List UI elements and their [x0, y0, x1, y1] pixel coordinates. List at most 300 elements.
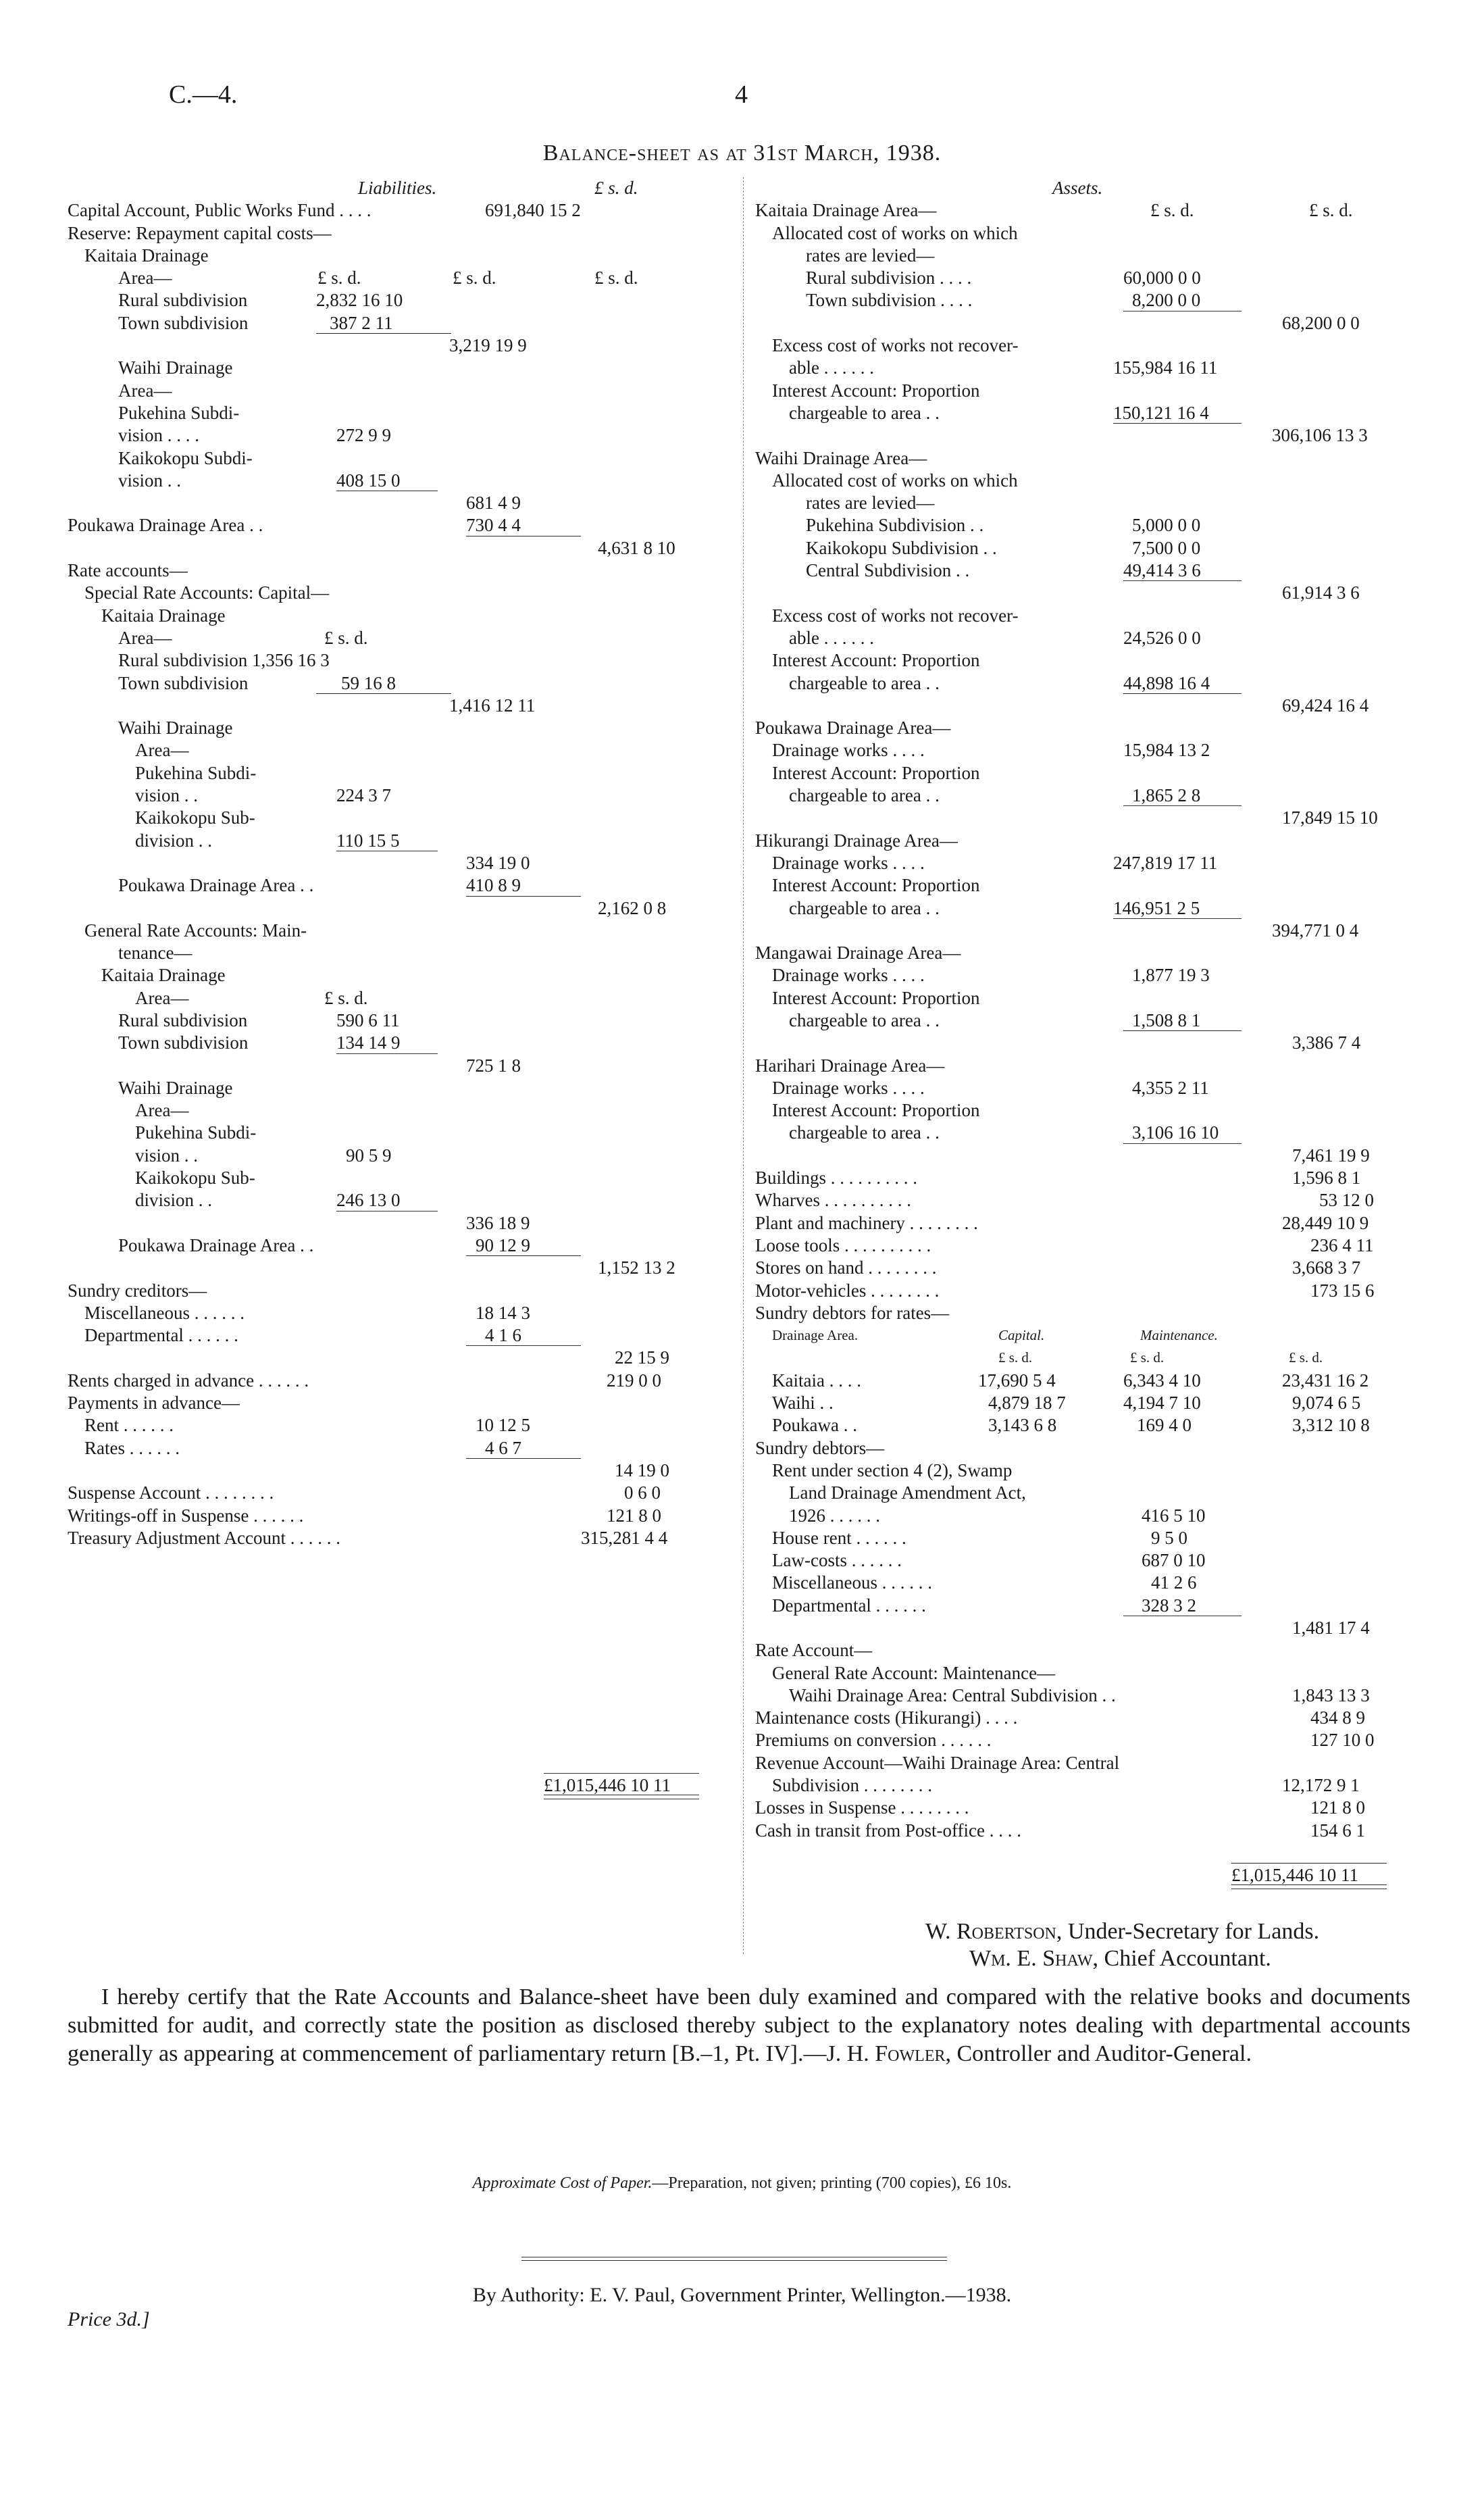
liabilities-line: [68, 874, 730, 897]
liabilities-cell: 387 2 11: [330, 312, 393, 333]
assets-line: [755, 649, 1431, 672]
assets-line: [755, 1639, 1431, 1662]
assets-cell: Interest Account: Proportion: [772, 875, 980, 896]
assets-cell: Kaitaia Drainage Area—: [755, 200, 937, 221]
assets-line: [755, 1055, 1431, 1077]
liabilities-cell: £ s. d.: [317, 268, 361, 289]
liabilities-line: [68, 1324, 730, 1347]
assets-line: [755, 312, 1431, 334]
liabilities-line: [68, 312, 730, 334]
assets-cell: House rent . . . . . .: [772, 1527, 906, 1548]
liabilities-line: [68, 784, 730, 807]
liabilities-cell: 134 14 9: [336, 1032, 401, 1053]
assets-cell: Interest Account: Proportion: [772, 650, 980, 671]
assets-line: [755, 1347, 1431, 1369]
assets-cell: 23,431 16 2: [1282, 1370, 1369, 1391]
assets-cell: 236 4 11: [1310, 1234, 1374, 1255]
liabilities-cell: vision . . . .: [118, 425, 200, 446]
liabilities-cell: Town subdivision: [118, 672, 249, 693]
liabilities-cell: Kaitaia Drainage: [84, 245, 209, 266]
liabilities-cell: 691,840 15 2: [485, 200, 581, 221]
assets-cell: 4,355 2 11: [1132, 1077, 1209, 1098]
liabilities-cell: General Rate Accounts: Main-: [84, 920, 307, 941]
assets-cell: 7,500 0 0: [1132, 537, 1201, 558]
liabilities-cell: Area—: [135, 1100, 189, 1121]
liabilities-cell: Rents charged in advance . . . . . .: [68, 1370, 309, 1391]
assets-cell: 68,200 0 0: [1282, 312, 1360, 333]
liabilities-cell: 1,416 12 11: [449, 695, 536, 716]
liabilities-cell: £1,015,446 10 11: [544, 1775, 671, 1796]
assets-line: [755, 1482, 1431, 1504]
liabilities-line: [68, 1774, 730, 1797]
assets-cell: 15,984 13 2: [1123, 740, 1210, 761]
assets-cell: Rate Account—: [755, 1640, 873, 1661]
assets-line: [755, 559, 1431, 582]
total-double-rule: [1231, 1884, 1387, 1889]
assets-line: [755, 402, 1431, 424]
liabilities-cell: 4 6 7: [485, 1437, 521, 1458]
liabilities-cell: Area—: [135, 740, 189, 761]
liabilities-line: [68, 1482, 730, 1504]
liabilities-cell: 110 15 5: [336, 830, 400, 851]
assets-line: [755, 627, 1431, 649]
assets-line: [755, 289, 1431, 311]
assets-cell: able . . . . . .: [789, 627, 874, 648]
liabilities-line: [68, 1167, 730, 1189]
assets-line: [755, 380, 1431, 402]
liabilities-line: [68, 1617, 730, 1639]
liabilities-cell: 0 6 0: [624, 1482, 661, 1503]
liabilities-cell: 4,631 8 10: [598, 537, 675, 558]
assets-line: [755, 222, 1431, 245]
assets-cell: Allocated cost of works on which: [772, 222, 1018, 243]
assets-cell: Central Subdivision . .: [806, 560, 970, 581]
assets-cell: Hikurangi Drainage Area—: [755, 830, 958, 851]
assets-cell: 69,424 16 4: [1282, 695, 1369, 716]
liabilities-line: [68, 447, 730, 470]
liabilities-cell: Town subdivision: [118, 1032, 249, 1053]
assets-cell: 9,074 6 5: [1292, 1393, 1361, 1414]
assets-cell: Subdivision . . . . . . . .: [772, 1775, 933, 1796]
assets-cell: £1,015,446 10 11: [1231, 1865, 1358, 1886]
assets-line: [755, 1842, 1431, 1864]
liabilities-cell: 3,219 19 9: [449, 335, 527, 356]
liabilities-cell: Pukehina Subdi-: [118, 402, 240, 423]
assets-cell: Kaikokopu Subdivision . .: [806, 537, 997, 558]
liabilities-line: [68, 1370, 730, 1392]
assets-line: [755, 1032, 1431, 1054]
assets-cell: Town subdivision . . . .: [806, 290, 973, 311]
assets-cell: Poukawa Drainage Area—: [755, 718, 951, 739]
assets-cell: chargeable to area . .: [789, 1009, 940, 1030]
price-label: Price 3d.]: [68, 2308, 150, 2330]
liabilities-cell: £ s. d.: [324, 987, 368, 1008]
assets-line: [755, 942, 1431, 964]
liabilities-cell: Pukehina Subdi-: [135, 762, 257, 783]
assets-line: [755, 1752, 1431, 1774]
liabilities-line: [68, 717, 730, 739]
assets-cell: 1,843 13 3: [1292, 1684, 1370, 1705]
assets-cell: 61,914 3 6: [1282, 582, 1360, 603]
liabilities-cell: Kaikokopu Sub-: [135, 807, 255, 828]
assets-line: [755, 920, 1431, 942]
assets-cell: 434 8 9: [1310, 1707, 1365, 1728]
liabilities-line: [68, 739, 730, 761]
liabilities-line: [68, 1684, 730, 1707]
assets-cell: £ s. d.: [1309, 200, 1353, 221]
liabilities-cell: Kaikokopu Sub-: [135, 1168, 255, 1189]
liabilities-line: [68, 1505, 730, 1527]
assets-line: [755, 1729, 1431, 1751]
assets-line: [755, 695, 1431, 717]
assets-line: [755, 739, 1431, 761]
liabilities-cell: Payments in advance—: [68, 1393, 240, 1414]
assets-cell: Departmental . . . . . .: [772, 1595, 926, 1616]
liabilities-line: [68, 942, 730, 964]
liabilities-cell: 4 1 6: [485, 1325, 521, 1346]
liabilities-cell: Miscellaneous . . . . . .: [84, 1302, 245, 1323]
assets-cell: 17,690 5 4: [978, 1370, 1056, 1391]
assets-cell: Pukehina Subdivision . .: [806, 515, 984, 536]
assets-cell: 4,879 18 7: [988, 1393, 1066, 1414]
liabilities-line: [68, 1280, 730, 1302]
report-code: C.—4.: [169, 80, 238, 109]
subtotal-rule: [466, 1255, 581, 1256]
assets-cell: Excess cost of works not recover-: [772, 605, 1019, 626]
assets-line: [755, 1189, 1431, 1211]
assets-cell: 306,106 13 3: [1272, 425, 1368, 446]
assets-cell: 17,849 15 10: [1282, 807, 1378, 828]
liabilities-cell: 2,832 16 10: [316, 290, 403, 311]
assets-cell: 49,414 3 6: [1123, 560, 1201, 581]
liabilities-line: [68, 1572, 730, 1594]
assets-line: [755, 1437, 1431, 1459]
assets-cell: 4,194 7 10: [1123, 1393, 1201, 1414]
liabilities-cell: Area—: [118, 380, 172, 401]
assets-cell: Capital.: [998, 1327, 1045, 1344]
subtotal-rule: [1123, 580, 1242, 581]
subtotal-rule: [1123, 1030, 1242, 1031]
assets-cell: 1,508 8 1: [1132, 1009, 1201, 1030]
assets-cell: Waihi Drainage Area—: [755, 447, 927, 468]
liabilities-cell: Rural subdivision 1,356 16 3: [118, 650, 330, 671]
liabilities-cell: 14 19 0: [615, 1459, 669, 1480]
liabilities-cell: Area—: [118, 268, 172, 289]
assets-line: [755, 1549, 1431, 1572]
liabilities-cell: 224 3 7: [336, 785, 391, 806]
assets-line: [755, 1145, 1431, 1167]
liabilities-cell: tenance—: [118, 943, 193, 964]
liabilities-cell: Waihi Drainage: [118, 357, 233, 378]
liabilities-cell: Waihi Drainage: [118, 1077, 233, 1098]
liabilities-line: [68, 514, 730, 536]
liabilities-line: [68, 1302, 730, 1324]
assets-cell: 5,000 0 0: [1132, 515, 1201, 536]
assets-cell: 146,951 2 5: [1113, 897, 1200, 918]
assets-cell: chargeable to area . .: [789, 897, 940, 918]
assets-line: [755, 1459, 1431, 1482]
liabilities-cell: 219 0 0: [607, 1370, 661, 1391]
assets-cell: 1,596 8 1: [1292, 1168, 1361, 1189]
assets-line: [755, 334, 1431, 357]
liabilities-cell: Poukawa Drainage Area . .: [118, 875, 314, 896]
authority-rule: [521, 2257, 947, 2261]
assets-line: [755, 1280, 1431, 1302]
liabilities-line: [68, 1392, 730, 1414]
liabilities-cell: vision . .: [118, 470, 182, 491]
assets-cell: 9 5 0: [1151, 1527, 1187, 1548]
assets-cell: 7,461 19 9: [1292, 1145, 1370, 1166]
assets-line: [755, 1527, 1431, 1549]
subtotal-rule: [1231, 1863, 1387, 1864]
assets-line: [755, 267, 1431, 289]
assets-cell: Drainage works . . . .: [772, 740, 925, 761]
assets-cell: able . . . . . .: [789, 357, 874, 378]
liabilities-cell: £ s. d.: [324, 627, 368, 648]
assets-line: [755, 1707, 1431, 1729]
assets-cell: 41 2 6: [1151, 1572, 1197, 1593]
assets-cell: 3,106 16 10: [1132, 1122, 1219, 1143]
liabilities-cell: division . .: [135, 1190, 213, 1211]
liabilities-line: [68, 762, 730, 784]
assets-cell: chargeable to area . .: [789, 672, 940, 693]
assets-cell: 3,386 7 4: [1292, 1032, 1361, 1053]
liabilities-cell: 22 15 9: [615, 1347, 669, 1368]
assets-line: [755, 874, 1431, 897]
liabilities-cell: Treasury Adjustment Account . . . . . .: [68, 1527, 340, 1548]
assets-cell: £ s. d.: [1289, 1349, 1323, 1366]
assets-cell: 53 12 0: [1319, 1190, 1374, 1211]
assets-line: [755, 1572, 1431, 1594]
assets-line: [755, 807, 1431, 829]
liabilities-line: [68, 649, 730, 672]
liabilities-line: [68, 492, 730, 514]
subtotal-rule: [466, 896, 581, 897]
liabilities-line: [68, 605, 730, 627]
subtotal-rule: [544, 1773, 699, 1774]
liabilities-cell: 315,281 4 4: [581, 1527, 668, 1548]
liabilities-line: [68, 402, 730, 424]
liabilities-cell: 408 15 0: [336, 470, 401, 491]
liabilities-line: [68, 1347, 730, 1369]
assets-line: [755, 897, 1431, 920]
liabilities-line: [68, 1729, 730, 1751]
assets-cell: Poukawa . .: [772, 1415, 857, 1436]
assets-cell: £ s. d.: [1150, 200, 1194, 221]
liabilities-line: [68, 1414, 730, 1437]
liabilities-cell: 730 4 4: [466, 515, 521, 536]
liabilities-line: [68, 357, 730, 379]
assets-cell: 687 0 10: [1142, 1550, 1206, 1571]
assets-line: [755, 1324, 1431, 1347]
liabilities-line: [68, 1639, 730, 1662]
assets-line: [755, 1505, 1431, 1527]
assets-cell: 1926 . . . . . .: [789, 1505, 880, 1526]
liabilities-column: [68, 177, 730, 1797]
assets-line: [755, 964, 1431, 986]
assets-cell: Plant and machinery . . . . . . . .: [755, 1212, 978, 1233]
liabilities-cell: Rural subdivision: [118, 1009, 248, 1030]
assets-line: [755, 199, 1431, 222]
liabilities-line: [68, 627, 730, 649]
assets-cell: 328 3 2: [1142, 1595, 1196, 1616]
cost-of-paper-note: Approximate Cost of Paper.—Preparation, not given; printing (700 copies), £6 10s.: [472, 2174, 1012, 2192]
assets-cell: chargeable to area . .: [789, 1122, 940, 1143]
liabilities-cell: Departmental . . . . . .: [84, 1325, 238, 1346]
liabilities-line: [68, 1009, 730, 1032]
assets-line: [755, 1077, 1431, 1099]
assets-line: [755, 514, 1431, 536]
liabilities-line: [68, 1459, 730, 1482]
assets-cell: 1,877 19 3: [1132, 965, 1210, 986]
assets-line: [755, 1864, 1431, 1887]
assets-cell: Cash in transit from Post-office . . . .: [755, 1820, 1021, 1841]
total-double-rule: [544, 1795, 699, 1799]
assets-cell: Wharves . . . . . . . . . .: [755, 1190, 911, 1211]
liabilities-cell: 1,152 13 2: [598, 1257, 675, 1278]
liabilities-cell: 334 19 0: [466, 852, 530, 873]
liabilities-line: [68, 1212, 730, 1234]
assets-line: [755, 357, 1431, 379]
assets-cell: Land Drainage Amendment Act,: [789, 1482, 1026, 1503]
assets-cell: 155,984 16 11: [1113, 357, 1218, 378]
subtotal-rule: [316, 333, 451, 334]
assets-cell: Waihi Drainage Area: Central Subdivision . .: [789, 1684, 1116, 1705]
liabilities-line: [68, 582, 730, 604]
assets-cell: Maintenance.: [1140, 1327, 1218, 1344]
assets-cell: Sundry debtors for rates—: [755, 1302, 950, 1323]
assets-cell: Rent under section 4 (2), Swamp: [772, 1459, 1013, 1480]
assets-line: [755, 1595, 1431, 1617]
liabilities-cell: Rural subdivision: [118, 290, 248, 311]
assets-line: [755, 492, 1431, 514]
assets-cell: 24,526 0 0: [1123, 627, 1201, 648]
liabilities-cell: Rent . . . . . .: [84, 1415, 174, 1436]
liabilities-cell: 590 6 11: [336, 1009, 400, 1030]
assets-line: [755, 1234, 1431, 1257]
assets-cell: chargeable to area . .: [789, 402, 940, 423]
assets-cell: Waihi . .: [772, 1393, 834, 1414]
liabilities-line: [68, 672, 730, 695]
assets-line: [755, 1414, 1431, 1437]
subtotal-rule: [316, 693, 451, 694]
liabilities-heading: Liabilities. £ s. d.: [358, 178, 638, 198]
assets-cell: chargeable to area . .: [789, 785, 940, 806]
assets-cell: Interest Account: Proportion: [772, 1100, 980, 1121]
assets-cell: 28,449 10 9: [1282, 1212, 1369, 1233]
liabilities-line: [68, 334, 730, 357]
assets-cell: 247,819 17 11: [1113, 852, 1218, 873]
liabilities-cell: 10 12 5: [476, 1415, 530, 1436]
assets-line: [755, 784, 1431, 807]
assets-cell: 44,898 16 4: [1123, 672, 1210, 693]
assets-line: [755, 1257, 1431, 1279]
subtotal-rule: [466, 1458, 581, 1459]
liabilities-line: [68, 1077, 730, 1099]
audit-certificate: I hereby certify that the Rate Accounts and Balance-sheet have been duly examined and compared with the relative books and documents submitted for audit, and correctly state the position as disclosed thereby subject to the explanatory notes dealing with departmental accounts generally as appearing at commencement of parliamentary return [B.–1, Pt. IV].—J. H. Fowler, Controller and Auditor-General.: [68, 1984, 1410, 2066]
liabilities-cell: Writings-off in Suspense . . . . . .: [68, 1505, 304, 1526]
assets-cell: Loose tools . . . . . . . . . .: [755, 1234, 931, 1255]
assets-line: [755, 672, 1431, 695]
liabilities-cell: Kaitaia Drainage: [101, 605, 226, 626]
liabilities-line: [68, 1549, 730, 1572]
liabilities-cell: Pukehina Subdi-: [135, 1122, 257, 1143]
liabilities-cell: Poukawa Drainage Area . .: [68, 515, 263, 536]
liabilities-line: [68, 1145, 730, 1167]
liabilities-cell: 246 13 0: [336, 1190, 401, 1211]
assets-line: [755, 537, 1431, 559]
assets-cell: 154 6 1: [1310, 1820, 1365, 1841]
assets-cell: Drainage works . . . .: [772, 1077, 925, 1098]
assets-cell: 12,172 9 1: [1282, 1775, 1360, 1796]
assets-cell: Maintenance costs (Hikurangi) . . . .: [755, 1707, 1018, 1728]
liabilities-line: [68, 199, 730, 222]
assets-line: [755, 1617, 1431, 1639]
assets-cell: rates are levied—: [806, 245, 935, 266]
assets-line: [755, 582, 1431, 604]
liabilities-cell: division . .: [135, 830, 213, 851]
assets-cell: 3,312 10 8: [1292, 1415, 1370, 1436]
assets-line: [755, 1167, 1431, 1189]
assets-line: [755, 1099, 1431, 1122]
assets-cell: Sundry debtors—: [755, 1437, 885, 1458]
assets-cell: Stores on hand . . . . . . . .: [755, 1257, 937, 1278]
assets-cell: Motor-vehicles . . . . . . . .: [755, 1280, 940, 1301]
assets-cell: 60,000 0 0: [1123, 268, 1201, 289]
liabilities-cell: Rate accounts—: [68, 560, 188, 581]
liabilities-line: [68, 1662, 730, 1684]
assets-line: [755, 717, 1431, 739]
liabilities-cell: vision . .: [135, 785, 199, 806]
assets-cell: 1,481 17 4: [1292, 1618, 1370, 1638]
liabilities-cell: Area—: [118, 627, 172, 648]
assets-cell: General Rate Account: Maintenance—: [772, 1662, 1056, 1683]
assets-cell: Premiums on conversion . . . . . .: [755, 1730, 992, 1751]
liabilities-line: [68, 1032, 730, 1054]
liabilities-line: [68, 1595, 730, 1617]
assets-line: [755, 1820, 1431, 1842]
liabilities-line: [68, 1122, 730, 1144]
liabilities-cell: £ s. d.: [453, 268, 496, 289]
assets-cell: 3,143 6 8: [988, 1415, 1057, 1436]
assets-line: [755, 447, 1431, 470]
assets-cell: 1,865 2 8: [1132, 785, 1201, 806]
liabilities-line: [68, 1752, 730, 1774]
liabilities-line: [68, 1055, 730, 1077]
assets-cell: 3,668 3 7: [1292, 1257, 1361, 1278]
liabilities-line: [68, 537, 730, 559]
liabilities-cell: Area—: [135, 987, 189, 1008]
liabilities-line: [68, 289, 730, 311]
liabilities-cell: Town subdivision: [118, 312, 249, 333]
assets-cell: Drainage works . . . .: [772, 852, 925, 873]
liabilities-line: [68, 424, 730, 447]
liabilities-cell: Rates . . . . . .: [84, 1437, 180, 1458]
liabilities-line: [68, 1099, 730, 1122]
liabilities-line: [68, 852, 730, 874]
subtotal-rule: [466, 1345, 581, 1346]
assets-cell: Losses in Suspense . . . . . . . .: [755, 1797, 969, 1818]
liabilities-line: [68, 222, 730, 245]
assets-line: [755, 1302, 1431, 1324]
signature-chief-accountant: Wm. E. Shaw, Chief Accountant.: [969, 1946, 1271, 1971]
liabilities-cell: Sundry creditors—: [68, 1280, 207, 1301]
liabilities-cell: £ s. d.: [594, 268, 638, 289]
liabilities-cell: Capital Account, Public Works Fund . . . .: [68, 200, 372, 221]
assets-cell: £ s. d.: [1130, 1349, 1165, 1366]
assets-cell: Interest Account: Proportion: [772, 762, 980, 783]
liabilities-cell: Poukawa Drainage Area . .: [118, 1234, 314, 1255]
